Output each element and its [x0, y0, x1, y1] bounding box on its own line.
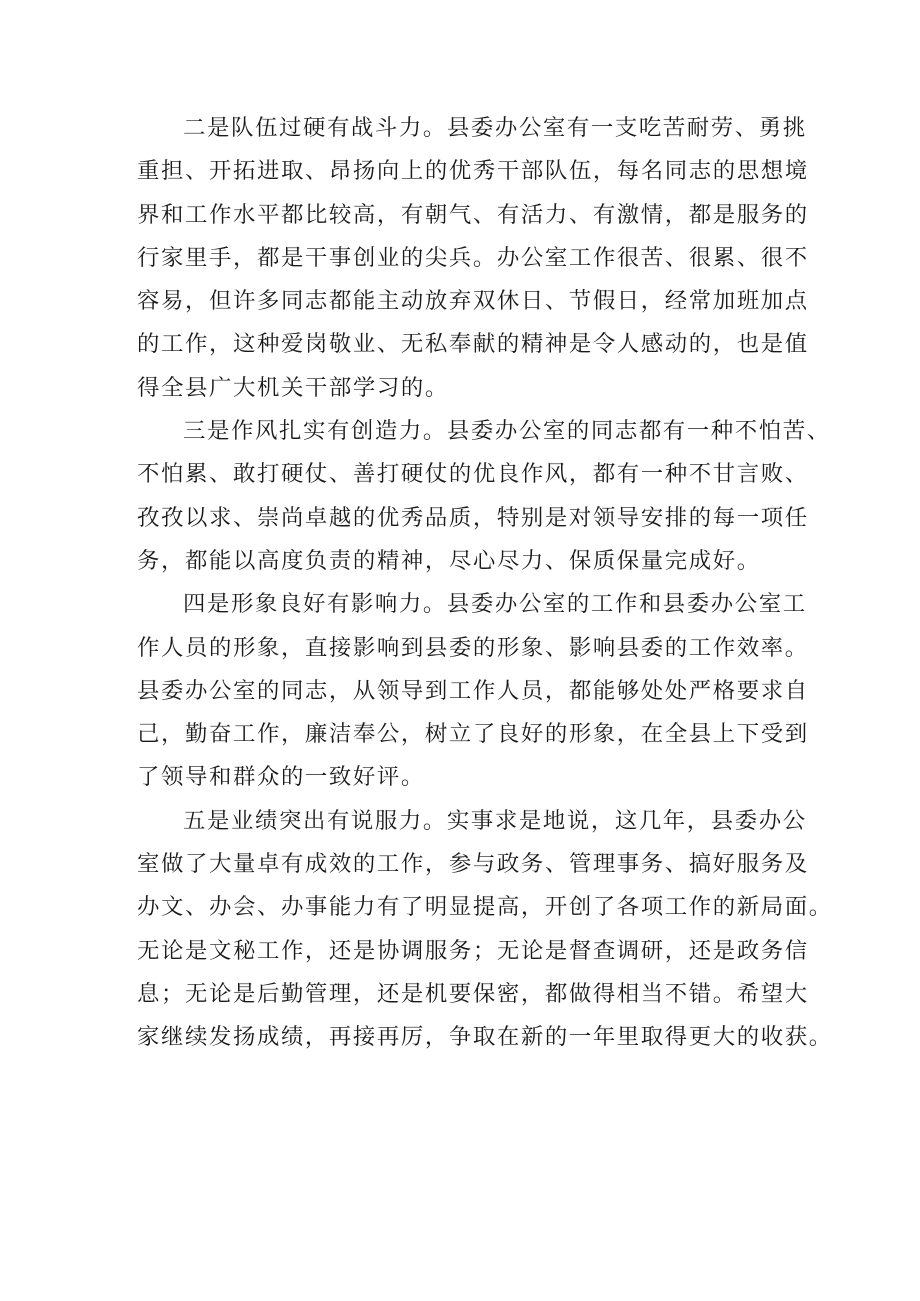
- paragraph-line: 二是队伍过硬有战斗力。县委办公室有一支吃苦耐劳、勇挑: [183, 115, 807, 141]
- paragraph-line: 县委办公室的同志，从领导到工作人员，都能够处处严格要求自: [137, 677, 809, 704]
- paragraph-line: 办文、办会、办事能力有了明显提高，开创了各项工作的新局面。: [137, 894, 833, 921]
- paragraph-line: 息；无论是后勤管理，还是机要保密，都做得相当不错。希望大: [137, 980, 809, 1007]
- paragraph-line: 五是业绩突出有说服力。实事求是地说，这几年，县委办公: [183, 807, 807, 834]
- paragraph-image-influence: [137, 583, 837, 799]
- paragraph-line: 家继续发扬成绩，再接再厉，争取在新的一年里取得更大的收获。: [137, 1024, 833, 1051]
- paragraph-line: 三是作风扎实有创造力。县委办公室的同志都有一种不怕苦、: [183, 418, 831, 445]
- paragraph-line: 无论是文秘工作，还是协调服务；无论是督查调研，还是政务信: [137, 937, 809, 964]
- paragraph-work-style: [137, 410, 837, 583]
- paragraph-team-strength: [137, 107, 837, 410]
- paragraph-line: 作人员的形象，直接影响到县委的形象、影响县委的工作效率。: [137, 634, 809, 661]
- paragraph-line: 行家里手，都是干事创业的尖兵。办公室工作很苦、很累、很不: [137, 244, 809, 271]
- document-body: [137, 107, 837, 1060]
- paragraph-line: 重担、开拓进取、昂扬向上的优秀干部队伍，每名同志的思想境: [137, 158, 809, 185]
- paragraph-line: 孜孜以求、崇尚卓越的优秀品质，特别是对领导安排的每一项任: [137, 504, 809, 531]
- paragraph-achievements: [137, 800, 837, 1060]
- paragraph-line: 务，都能以高度负责的精神，尽心尽力、保质保量完成好。: [137, 547, 761, 574]
- paragraph-line: 四是形象良好有影响力。县委办公室的工作和县委办公室工: [183, 591, 807, 618]
- paragraph-line: 界和工作水平都比较高，有朝气、有活力、有激情，都是服务的: [137, 201, 809, 228]
- paragraph-line: 室做了大量卓有成效的工作，参与政务、管理事务、搞好服务及: [137, 851, 809, 878]
- paragraph-line: 得全县广大机关干部学习的。: [137, 374, 449, 401]
- paragraph-line: 容易，但许多同志都能主动放弃双休日、节假日，经常加班加点: [137, 288, 809, 315]
- paragraph-line: 己，勤奋工作，廉洁奉公，树立了良好的形象，在全县上下受到: [137, 721, 809, 748]
- paragraph-line: 的工作，这种爱岗敬业、无私奉献的精神是令人感动的，也是值: [137, 331, 809, 358]
- paragraph-line: 了领导和群众的一致好评。: [137, 764, 425, 791]
- paragraph-line: 不怕累、敢打硬仗、善打硬仗的优良作风，都有一种不甘言败、: [137, 461, 809, 488]
